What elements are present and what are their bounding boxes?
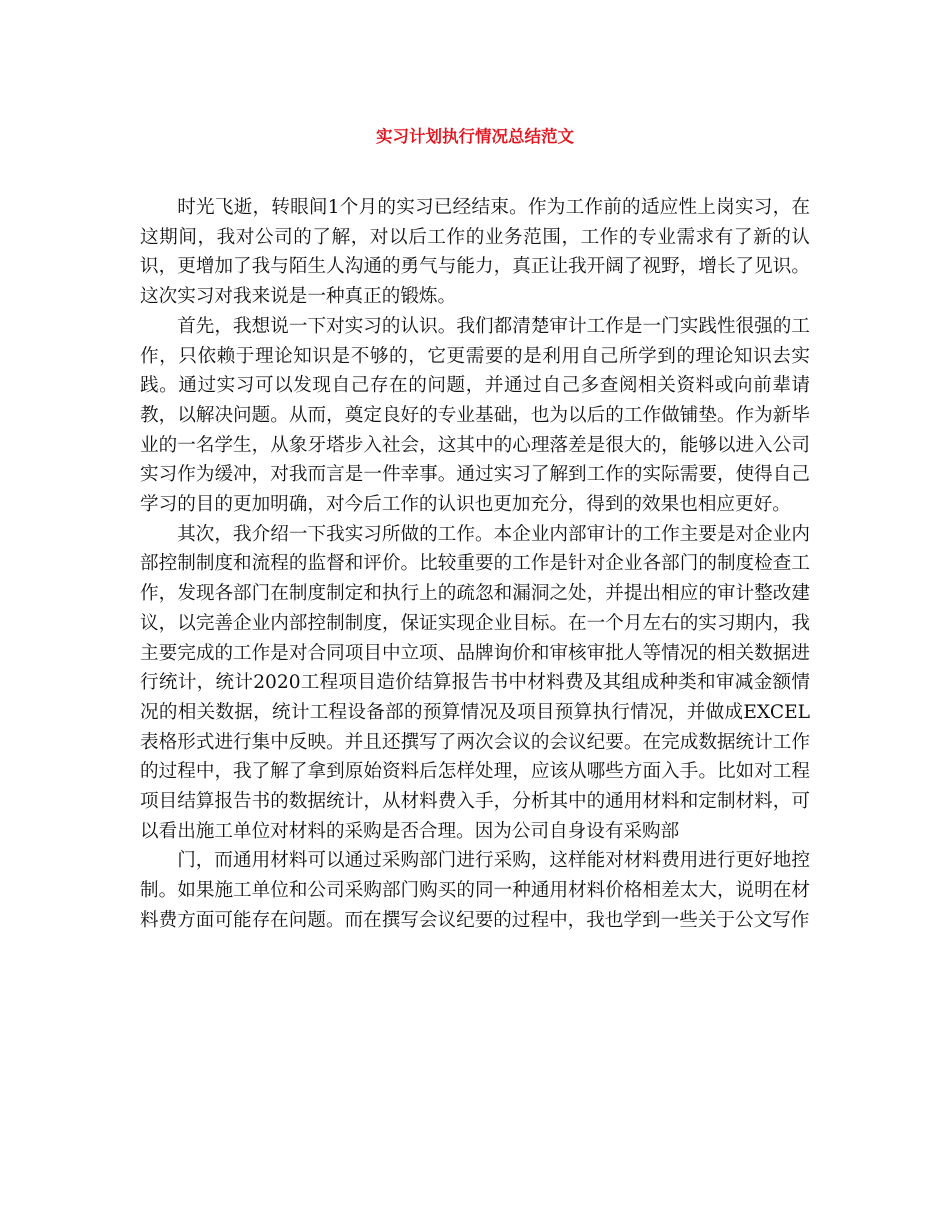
paragraph-internship-work: 其次，我介绍一下我实习所做的工作。本企业内部审计的工作主要是对企业内部控制制度和流程的监督和评价。比较重要的工作是针对企业各部门的制度检查工作，发现各部门在制度制定和执行上的疏忽和漏洞之处，并提出相应的审计整改建议，以完善企业内部控制制度，保证实现企业目标。在一个月左右的实习期内，我主要完成的工作是对合同项目中立项、品牌询价和审核审批人等情况的相关数据进行统计，统计2020工程项目造价结算报告书中材料费及其组成种类和审减金额情况的相关数据，统计工程设备部的预算情况及项目预算执行情况，并做成EXCEL表格形式进行集中反映。并且还撰写了两次会议的会议纪要。在完成数据统计工作的过程中，我了解了拿到原始资料后怎样处理，应该从哪些方面入手。比如对工程项目结算报告书的数据统计，从材料费入手，分析其中的通用材料和定制材料，可以看出施工单位对材料的采购是否合理。因为公司自身设有采购部 [140,523,810,842]
document-title: 实习计划执行情况总结范文 [376,127,574,146]
paragraph-continued: 门，而通用材料可以通过采购部门进行采购，这样能对材料费用进行更好地控制。如果施工单位和公司采购部门购买的同一种通用材料价格相差太大，说明在材料费方面可能存在问题。而在撰写会议纪要的过程中，我也学到一些关于公文写作 [140,850,810,931]
paragraph-internship-understanding: 首先，我想说一下对实习的认识。我们都清楚审计工作是一门实践性很强的工作，只依赖于理论知识是不够的，它更需要的是利用自己所学到的理论知识去实践。通过实习可以发现自己存在的问题，并通过自己多查阅相关资料或向前辈请教，以解决问题。从而，奠定良好的专业基础，也为以后的工作做铺垫。作为新毕业的一名学生，从象牙塔步入社会，这其中的心理落差是很大的，能够以进入公司实习作为缓冲，对我而言是一件幸事。通过实习了解到工作的实际需要，使得自己学习的目的更加明确，对今后工作的认识也更加充分，得到的效果也相应更好。 [140,315,810,516]
document-body [140,193,810,936]
paragraph-intro: 时光飞逝，转眼间1个月的实习已经结束。作为工作前的适应性上岗实习，在这期间，我对公司的了解，对以后工作的业务范围，工作的专业需求有了新的认识，更增加了我与陌生人沟通的勇气与能力，真正让我开阔了视野，增长了见识。这次实习对我来说是一种真正的锻炼。 [140,197,810,308]
